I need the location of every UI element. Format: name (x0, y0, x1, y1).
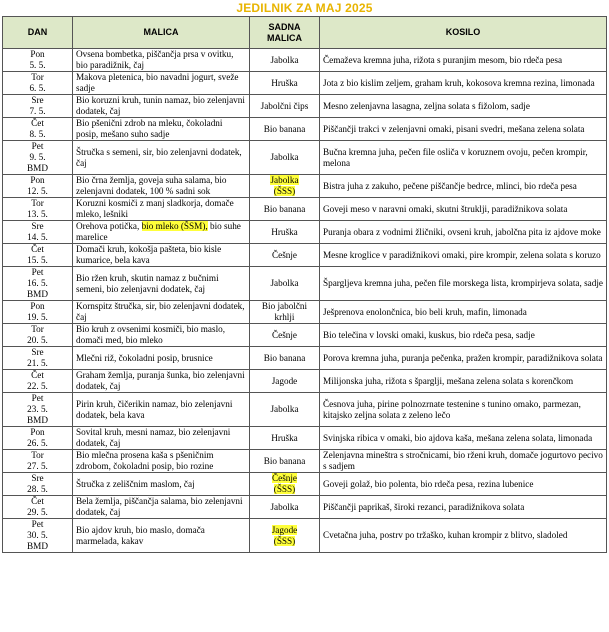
sadna-malica-cell (250, 393, 320, 427)
sadna-malica-cell (250, 95, 320, 118)
kosilo-cell: Česnova juha, pirine polnozrnate testenine s tunino omako, parmezan, kitajsko zeljna solata z zeleno lečo (320, 393, 607, 427)
day-name: Čet (31, 496, 44, 506)
kosilo-cell: Milijonska juha, rižota s šparglji, mešana zelena solata s korenčkom (320, 370, 607, 393)
malica-cell: Bio ajdov kruh, bio maslo, domača marmelada, kakav (73, 519, 250, 553)
day-name: Sre (31, 347, 44, 357)
day-date: 23. 5. (27, 404, 48, 414)
day-cell (3, 324, 73, 347)
day-date: 30. 5. (27, 530, 48, 540)
sadna-name: Jabolka (270, 278, 299, 288)
day-name: Pon (30, 49, 45, 59)
kosilo-cell: Bistra juha z zakuho, pečene piščančje bedrce, mlinci, bio rdeča pesa (320, 175, 607, 198)
sadna-malica-cell (250, 450, 320, 473)
day-date: 12. 5. (27, 186, 48, 196)
malica-cell: Bio kruh z ovsenimi kosmiči, bio maslo, domači med, bio mleko (73, 324, 250, 347)
kosilo-cell: Goveji golaž, bio polenta, bio rdeča pesa, rezina lubenice (320, 473, 607, 496)
malica-cell: Mlečni riž, čokoladni posip, brusnice (73, 347, 250, 370)
sadna-name: Bio banana (263, 203, 306, 214)
day-date: 14. 5. (27, 232, 48, 242)
malica-text: bio suhe marelice (76, 221, 241, 242)
sadna-name: Bio banana (263, 455, 306, 466)
day-cell (3, 72, 73, 95)
table-row (3, 347, 607, 370)
day-name: Pet (31, 141, 44, 151)
sadna-malica-cell (250, 519, 320, 553)
day-cell (3, 473, 73, 496)
table-row (3, 95, 607, 118)
kosilo-cell: Goveji meso v naravni omaki, skutni štruklji, paradižnikova solata (320, 198, 607, 221)
day-name: Pet (31, 393, 44, 403)
sadna-malica-cell (250, 370, 320, 393)
kosilo-cell: Jota z bio kislim zeljem, graham kruh, kokosova kremna rezina, limonada (320, 72, 607, 95)
header-malica: MALICA (73, 17, 250, 49)
sadna-name: Hruška (271, 226, 298, 237)
sadna-malica-cell (250, 324, 320, 347)
sadna-name: Jagode (271, 524, 298, 535)
day-name: Sre (31, 473, 44, 483)
day-date: 20. 5. (27, 335, 48, 345)
day-name: Tor (31, 450, 44, 460)
kosilo-cell: Ješprenova enolončnica, bio beli kruh, mafin, limonada (320, 301, 607, 324)
header-kosilo: KOSILO (320, 17, 607, 49)
day-name: Čet (31, 244, 44, 254)
malica-cell: Bio koruzni kruh, tunin namaz, bio zelenjavni dodatek, čaj (73, 95, 250, 118)
page-title: JEDILNIK ZA MAJ 2025 (236, 1, 373, 15)
day-cell (3, 347, 73, 370)
malica-cell: Bela žemlja, piščančja salama, bio zelenjavni dodatek, čaj (73, 496, 250, 519)
sadna-name: Jabolka (270, 404, 299, 414)
sadna-name: Jagode (271, 375, 298, 386)
malica-cell: Pirin kruh, čičerikin namaz, bio zelenjavni dodatek, bela kava (73, 393, 250, 427)
day-date: 13. 5. (27, 209, 48, 219)
header-sadna-malica: SADNA MALICA (250, 17, 320, 49)
table-row (3, 473, 607, 496)
day-name: Tor (31, 324, 44, 334)
day-cell (3, 118, 73, 141)
kosilo-cell: Cvetačna juha, postrv po tržaško, kuhan krompir z blitvo, sladoled (320, 519, 607, 553)
day-cell (3, 95, 73, 118)
kosilo-cell: Bučna kremna juha, pečen file osliča v koruznem ovoju, pečen krompir, melona (320, 141, 607, 175)
sadna-name: Jabolka (270, 501, 299, 512)
malica-cell: Makova pletenica, bio navadni jogurt, sveže sadje (73, 72, 250, 95)
kosilo-cell: Piščančji paprikaš, široki rezanci, paradižnikova solata (320, 496, 607, 519)
sadna-extra: (ŠSS) (273, 484, 296, 494)
sadna-name: Hruška (271, 77, 298, 88)
sadna-malica-cell (250, 301, 320, 324)
malica-cell: Štručka z zeliščnim maslom, čaj (73, 473, 250, 496)
table-row (3, 496, 607, 519)
sadna-name: Jabolka (270, 175, 299, 185)
sadna-malica-cell (250, 221, 320, 244)
kosilo-cell: Puranja obara z vodnimi žličniki, ovseni kruh, jabolčna pita iz ajdove moke (320, 221, 607, 244)
day-cell (3, 519, 73, 553)
table-row (3, 450, 607, 473)
day-date: 8. 5. (29, 129, 46, 139)
day-cell (3, 141, 73, 175)
day-cell (3, 450, 73, 473)
day-name: Pet (31, 267, 44, 277)
kosilo-cell: Mesne kroglice v paradižnikovi omaki, pire krompir, zelena solata s koruzo (320, 244, 607, 267)
kosilo-cell: Čemaževa kremna juha, rižota s puranjim mesom, bio rdeča pesa (320, 49, 607, 72)
table-row (3, 370, 607, 393)
day-extra: BMD (27, 163, 48, 173)
malica-cell: Bio mlečna prosena kaša s pšeničnim zdrobom, čokoladni posip, bio rozine (73, 450, 250, 473)
sadna-name: Jabolčni čips (260, 100, 309, 111)
table-row (3, 427, 607, 450)
sadna-malica-cell (250, 473, 320, 496)
day-date: 7. 5. (29, 106, 46, 116)
day-cell (3, 175, 73, 198)
day-name: Čet (31, 118, 44, 128)
table-row (3, 393, 607, 427)
day-cell (3, 244, 73, 267)
day-date: 16. 5. (27, 278, 48, 288)
kosilo-cell: Mesno zelenjavna lasagna, zeljna solata s fižolom, sadje (320, 95, 607, 118)
day-extra: BMD (27, 415, 48, 425)
day-date: 22. 5. (27, 381, 48, 391)
kosilo-cell: Zelenjavna mineštra s stročnicami, bio rženi kruh, domače jogurtovo pecivo s sadjem (320, 450, 607, 473)
day-date: 21. 5. (27, 358, 48, 368)
day-cell (3, 198, 73, 221)
malica-cell: Graham žemlja, puranja šunka, bio zelenjavni dodatek, čaj (73, 370, 250, 393)
day-cell (3, 427, 73, 450)
sadna-name: Bio jabolčni (261, 301, 308, 311)
malica-cell: Bio črna žemlja, goveja suha salama, bio zelenjavni dodatek, 100 % sadni sok (73, 175, 250, 198)
malica-cell: Štručka s semeni, sir, bio zelenjavni dodatek, čaj (73, 141, 250, 175)
day-name: Sre (31, 95, 44, 105)
sadna-malica-cell (250, 72, 320, 95)
table-row (3, 324, 607, 347)
day-name: Čet (31, 370, 44, 380)
sadna-name: Češnje (271, 473, 297, 483)
sadna-malica-cell (250, 244, 320, 267)
day-name: Pet (31, 519, 44, 529)
table-row (3, 221, 607, 244)
malica-cell: Bio ržen kruh, skutin namaz z bučnimi semeni, bio zelenjavni dodatek, čaj (73, 267, 250, 301)
day-cell (3, 370, 73, 393)
table-row (3, 175, 607, 198)
kosilo-cell: Bio telečina v lovski omaki, kuskus, bio rdeča pesa, sadje (320, 324, 607, 347)
sadna-malica-cell (250, 175, 320, 198)
table-row (3, 519, 607, 553)
day-cell (3, 496, 73, 519)
day-cell (3, 301, 73, 324)
sadna-malica-cell (250, 347, 320, 370)
header-row (3, 17, 607, 49)
day-name: Tor (31, 198, 44, 208)
table-row (3, 72, 607, 95)
sadna-malica-cell (250, 49, 320, 72)
sadna-name: Bio banana (263, 352, 306, 363)
day-date: 29. 5. (27, 507, 48, 517)
sadna-name: Jabolka (270, 152, 299, 162)
day-cell (3, 221, 73, 244)
day-name: Tor (31, 72, 44, 82)
malica-cell: Ovsena bombetka, piščančja prsa v ovitku, bio paradižnik, čaj (73, 49, 250, 72)
kosilo-cell: Špargljeva kremna juha, pečen file morskega lista, krompirjeva solata, sadje (320, 267, 607, 301)
malica-cell: Sovital kruh, mesni namaz, bio zelenjavni dodatek, čaj (73, 427, 250, 450)
sadna-name: Bio banana (263, 123, 306, 134)
day-date: 28. 5. (27, 484, 48, 494)
sadna-malica-cell (250, 427, 320, 450)
sadna-name: Jabolka (270, 54, 299, 65)
malica-text: Orehova potička, (76, 221, 142, 231)
sadna-name: Hruška (271, 432, 298, 443)
kosilo-cell: Svinjska ribica v omaki, bio ajdova kaša, mešana zelena solata, limonada (320, 427, 607, 450)
day-name: Pon (30, 301, 45, 311)
day-cell (3, 267, 73, 301)
day-date: 5. 5. (29, 60, 46, 70)
day-date: 9. 5. (29, 152, 46, 162)
day-extra: BMD (27, 289, 48, 299)
day-extra: BMD (27, 541, 48, 551)
table-row (3, 244, 607, 267)
day-date: 27. 5. (27, 461, 48, 471)
day-date: 26. 5. (27, 438, 48, 448)
day-date: 6. 5. (29, 83, 46, 93)
sadna-extra: (ŠSS) (273, 186, 296, 196)
sadna-malica-cell (250, 118, 320, 141)
day-cell (3, 393, 73, 427)
sadna-malica-cell (250, 267, 320, 301)
day-name: Sre (31, 221, 44, 231)
day-name: Pon (30, 175, 45, 185)
table-row (3, 118, 607, 141)
day-date: 15. 5. (27, 255, 48, 265)
malica-highlight: bio mleko (ŠSM), (141, 221, 208, 231)
sadna-malica-cell (250, 198, 320, 221)
malica-cell: Koruzni kosmiči z manj sladkorja, domače mleko, lešniki (73, 198, 250, 221)
sadna-malica-cell (250, 141, 320, 175)
sadna-malica-cell (250, 496, 320, 519)
malica-cell: Bio pšenični zdrob na mleku, čokoladni posip, mešano suho sadje (73, 118, 250, 141)
day-date: 19. 5. (27, 312, 48, 322)
table-row (3, 301, 607, 324)
menu-table (2, 16, 607, 553)
malica-cell: Domači kruh, kokošja pašteta, bio kisle kumarice, bela kava (73, 244, 250, 267)
table-row (3, 141, 607, 175)
kosilo-cell: Piščančji trakci v zelenjavni omaki, pisani svedri, mešana zelena solata (320, 118, 607, 141)
table-row (3, 267, 607, 301)
sadna-name: Češnje (271, 329, 297, 340)
malica-cell (73, 221, 250, 244)
day-name: Pon (30, 427, 45, 437)
malica-cell: Kornspitz štručka, sir, bio zelenjavni dodatek, čaj (73, 301, 250, 324)
header-day: DAN (3, 17, 73, 49)
sadna-extra: krhlji (274, 312, 295, 322)
table-row (3, 49, 607, 72)
sadna-name: Češnje (271, 249, 297, 260)
kosilo-cell: Porova kremna juha, puranja pečenka, pražen krompir, paradižnikova solata (320, 347, 607, 370)
table-row (3, 198, 607, 221)
sadna-extra: (ŠSS) (273, 535, 296, 546)
day-cell (3, 49, 73, 72)
